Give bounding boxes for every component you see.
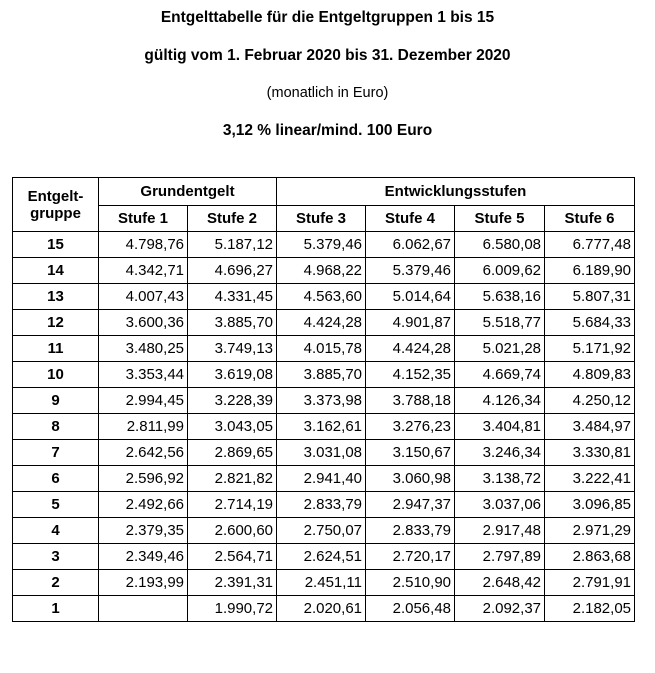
- salary-cell: 3.031,08: [277, 440, 366, 466]
- salary-cell: 3.484,97: [545, 414, 635, 440]
- salary-cell: 1.990,72: [188, 596, 277, 622]
- salary-cell: 3.885,70: [188, 310, 277, 336]
- salary-cell: 2.791,91: [545, 570, 635, 596]
- salary-cell: 2.917,48: [455, 518, 545, 544]
- salary-cell: 3.600,36: [99, 310, 188, 336]
- entgeltgruppe-cell: 15: [13, 232, 99, 258]
- entgeltgruppe-cell: 1: [13, 596, 99, 622]
- table-row: [13, 258, 635, 284]
- salary-cell: 5.171,92: [545, 336, 635, 362]
- salary-cell: 5.684,33: [545, 310, 635, 336]
- salary-cell: 3.060,98: [366, 466, 455, 492]
- entgeltgruppe-cell: 7: [13, 440, 99, 466]
- entgeltgruppe-cell: 6: [13, 466, 99, 492]
- salary-cell: 3.037,06: [455, 492, 545, 518]
- salary-cell: 5.379,46: [366, 258, 455, 284]
- salary-cell: 5.187,12: [188, 232, 277, 258]
- salary-cell: 2.193,99: [99, 570, 188, 596]
- table-row: [13, 518, 635, 544]
- entgeltgruppe-cell: 13: [13, 284, 99, 310]
- entwicklungsstufen-header: Entwicklungsstufen: [277, 178, 635, 206]
- salary-cell: 2.642,56: [99, 440, 188, 466]
- salary-cell: 4.126,34: [455, 388, 545, 414]
- table-row: [13, 388, 635, 414]
- table-row: [13, 544, 635, 570]
- group-header-line2: gruppe: [30, 204, 81, 222]
- salary-cell: 6.062,67: [366, 232, 455, 258]
- salary-cell: 3.138,72: [455, 466, 545, 492]
- table-header: [13, 178, 635, 232]
- entgeltgruppe-cell: 12: [13, 310, 99, 336]
- entgeltgruppe-cell: 10: [13, 362, 99, 388]
- salary-cell: 4.424,28: [366, 336, 455, 362]
- increase-note: 3,12 % linear/mind. 100 Euro: [222, 122, 433, 139]
- salary-cell: 4.007,43: [99, 284, 188, 310]
- table-row: [13, 310, 635, 336]
- salary-cell: 2.720,17: [366, 544, 455, 570]
- salary-cell: 4.331,45: [188, 284, 277, 310]
- stufe-header: Stufe 5: [455, 206, 545, 232]
- pay-table: [12, 177, 635, 622]
- salary-cell: 2.600,60: [188, 518, 277, 544]
- header-row-groups: [13, 178, 635, 206]
- table-row: [13, 570, 635, 596]
- salary-cell: 4.798,76: [99, 232, 188, 258]
- entgeltgruppe-cell: 8: [13, 414, 99, 440]
- salary-cell: 4.696,27: [188, 258, 277, 284]
- entgeltgruppe-cell: 5: [13, 492, 99, 518]
- salary-cell: 2.092,37: [455, 596, 545, 622]
- salary-cell: 2.624,51: [277, 544, 366, 570]
- salary-cell: 3.749,13: [188, 336, 277, 362]
- salary-cell: 2.941,40: [277, 466, 366, 492]
- stufe-header: Stufe 6: [545, 206, 635, 232]
- salary-cell: [99, 596, 188, 622]
- salary-cell: 5.638,16: [455, 284, 545, 310]
- salary-cell: 4.669,74: [455, 362, 545, 388]
- salary-cell: 2.020,61: [277, 596, 366, 622]
- salary-cell: 2.714,19: [188, 492, 277, 518]
- salary-cell: 2.971,29: [545, 518, 635, 544]
- salary-cell: 4.809,83: [545, 362, 635, 388]
- stufe-header: Stufe 4: [366, 206, 455, 232]
- salary-cell: 2.863,68: [545, 544, 635, 570]
- salary-cell: 5.014,64: [366, 284, 455, 310]
- entgeltgruppe-cell: 2: [13, 570, 99, 596]
- validity-period: gültig vom 1. Februar 2020 bis 31. Dezember 2020: [144, 47, 511, 64]
- salary-cell: 2.391,31: [188, 570, 277, 596]
- salary-cell: 2.947,37: [366, 492, 455, 518]
- salary-cell: 2.750,07: [277, 518, 366, 544]
- salary-cell: 4.250,12: [545, 388, 635, 414]
- salary-cell: 5.518,77: [455, 310, 545, 336]
- salary-cell: 6.580,08: [455, 232, 545, 258]
- table-row: [13, 232, 635, 258]
- salary-cell: 2.833,79: [277, 492, 366, 518]
- table-row: [13, 596, 635, 622]
- stufe-header: Stufe 1: [99, 206, 188, 232]
- entgeltgruppe-cell: 3: [13, 544, 99, 570]
- salary-cell: 2.182,05: [545, 596, 635, 622]
- salary-cell: 6.777,48: [545, 232, 635, 258]
- salary-cell: 3.404,81: [455, 414, 545, 440]
- salary-cell: 3.373,98: [277, 388, 366, 414]
- salary-cell: 3.480,25: [99, 336, 188, 362]
- salary-cell: 3.228,39: [188, 388, 277, 414]
- salary-cell: 2.349,46: [99, 544, 188, 570]
- table-row: [13, 284, 635, 310]
- stufe-header: Stufe 2: [188, 206, 277, 232]
- table-row: [13, 466, 635, 492]
- salary-cell: 3.043,05: [188, 414, 277, 440]
- table-row: [13, 492, 635, 518]
- salary-cell: 3.246,34: [455, 440, 545, 466]
- salary-cell: 5.021,28: [455, 336, 545, 362]
- table-row: [13, 440, 635, 466]
- header-row-stufen: [13, 206, 635, 232]
- salary-cell: 6.189,90: [545, 258, 635, 284]
- salary-cell: 4.901,87: [366, 310, 455, 336]
- salary-cell: 4.152,35: [366, 362, 455, 388]
- salary-cell: 3.096,85: [545, 492, 635, 518]
- salary-cell: 2.994,45: [99, 388, 188, 414]
- salary-cell: 2.797,89: [455, 544, 545, 570]
- salary-cell: 4.968,22: [277, 258, 366, 284]
- salary-cell: 3.162,61: [277, 414, 366, 440]
- salary-cell: 2.648,42: [455, 570, 545, 596]
- salary-cell: 2.492,66: [99, 492, 188, 518]
- salary-cell: 4.563,60: [277, 284, 366, 310]
- salary-cell: 2.510,90: [366, 570, 455, 596]
- entgeltgruppe-cell: 11: [13, 336, 99, 362]
- salary-cell: 2.451,11: [277, 570, 366, 596]
- salary-cell: 2.564,71: [188, 544, 277, 570]
- salary-cell: 2.811,99: [99, 414, 188, 440]
- salary-cell: 4.424,28: [277, 310, 366, 336]
- salary-cell: 3.353,44: [99, 362, 188, 388]
- salary-cell: 2.821,82: [188, 466, 277, 492]
- entgeltgruppe-cell: 9: [13, 388, 99, 414]
- salary-cell: 3.788,18: [366, 388, 455, 414]
- salary-cell: 2.596,92: [99, 466, 188, 492]
- salary-cell: 6.009,62: [455, 258, 545, 284]
- salary-cell: 2.379,35: [99, 518, 188, 544]
- group-header-line1: Entgelt-: [27, 187, 84, 205]
- unit-note: (monatlich in Euro): [266, 85, 389, 101]
- table-row: [13, 336, 635, 362]
- salary-cell: 3.222,41: [545, 466, 635, 492]
- salary-cell: 3.330,81: [545, 440, 635, 466]
- table-row: [13, 362, 635, 388]
- salary-cell: 5.807,31: [545, 284, 635, 310]
- salary-cell: 2.833,79: [366, 518, 455, 544]
- salary-cell: 3.619,08: [188, 362, 277, 388]
- entgeltgruppe-cell: 14: [13, 258, 99, 284]
- salary-cell: 3.885,70: [277, 362, 366, 388]
- stufe-header: Stufe 3: [277, 206, 366, 232]
- salary-cell: 4.015,78: [277, 336, 366, 362]
- salary-cell: 5.379,46: [277, 232, 366, 258]
- salary-cell: 2.869,65: [188, 440, 277, 466]
- entgeltgruppe-cell: 4: [13, 518, 99, 544]
- table-row: [13, 414, 635, 440]
- salary-cell: 3.276,23: [366, 414, 455, 440]
- salary-cell: 3.150,67: [366, 440, 455, 466]
- table-body: [13, 232, 635, 622]
- salary-cell: 2.056,48: [366, 596, 455, 622]
- page-title: Entgelttabelle für die Entgeltgruppen 1 bis 15: [160, 9, 495, 26]
- grundentgelt-header: Grundentgelt: [99, 178, 277, 206]
- group-column-header: [13, 178, 99, 232]
- salary-cell: 4.342,71: [99, 258, 188, 284]
